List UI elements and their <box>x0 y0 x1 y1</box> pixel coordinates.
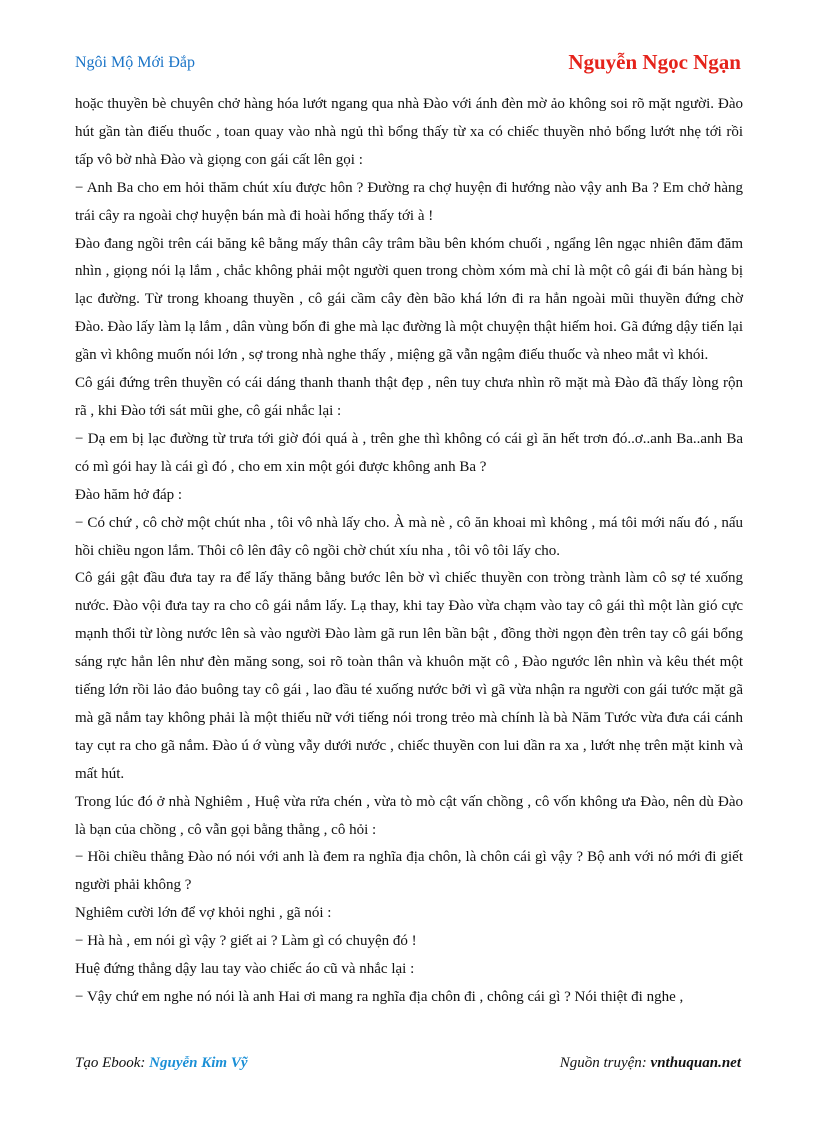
ebook-author: Nguyễn Kim Vỹ <box>149 1055 248 1071</box>
source-separator: : <box>641 1055 651 1071</box>
paragraph: − Anh Ba cho em hỏi thăm chút xíu được hôn ? Đường ra chợ huyện đi hướng nào vậy anh Ba ? Em chở hàng trái cây ra ngoài chợ huyện bán mà đi hoài hổng thấy tới à ! <box>75 179 743 224</box>
ebook-credit <box>75 1055 248 1072</box>
paragraph: hoặc thuyền bè chuyên chở hàng hóa lướt ngang qua nhà Đào với ánh đèn mờ ảo không soi rõ mặt người. Đào hút gần tàn điếu thuốc , toan quay vào nhà ngủ thì bổng thấy từ xa có chiếc thuyền nhỏ bổng lướt nhẹ tới rồi tấp vô bờ nhà Đào và giọng con gái cất lên gọi : <box>75 96 743 168</box>
paragraph: − Có chứ , cô chờ một chút nha , tôi vô nhà lấy cho. À mà nè , cô ăn khoai mì không , má tôi mới nấu đó , nấu hồi chiều ngon lắm. Thôi cô lên đây cô ngồi chờ chút xíu nha , tôi vô tôi lấy cho. <box>75 514 743 559</box>
source-label: Nguồn truyện <box>559 1055 642 1071</box>
paragraph: Đào hăm hở đáp : <box>75 486 183 503</box>
paragraph: Nghiêm cười lớn để vợ khỏi nghi , gã nói : <box>75 905 332 922</box>
book-title: Ngôi Mộ Mới Đắp <box>75 54 196 71</box>
page-header <box>75 50 741 78</box>
author-name: Nguyễn Ngọc Ngạn <box>568 50 741 74</box>
paragraph: Huệ đứng thẳng dậy lau tay vào chiếc áo cũ và nhắc lại : <box>75 961 415 978</box>
paragraph: Cô gái gật đầu đưa tay ra để lấy thăng bằng bước lên bờ vì chiếc thuyền con tròng trành làm cô sợ té xuống nước. Đào vội đưa tay ra cho cô gái nắm lấy. Lạ thay, khi tay Đào vừa chạm vào tay cô gái thì một làn gió cực mạnh thổi từ lòng nước lên sà vào người Đào làm gã run lên bần bật , đồng thời ngọn đèn trên tay cô gái bổng sáng rực hẳn lên như đèn măng song, soi rõ toàn thân và khuôn mặt cô , Đào ngước lên nhìn và kêu thét một tiếng lớn rồi lảo đảo buông tay cô gái , lao đầu té xuống nước bởi vì gã vừa nhận ra người con gái tước mặt gã mà gã nắm tay không phải là một thiếu nữ với tiếng nói trong trẻo mà chính là bà Năm Tước vừa đưa cái cánh tay cụt ra cho gã nắm. Đào ú ớ vùng vẫy dưới nước , chiếc thuyền con lui dần ra xa , lướt nhẹ trên mặt kinh và mất hút. <box>75 570 743 782</box>
paragraph: Đào đang ngồi trên cái băng kê bằng mấy thân cây trâm bầu bên khóm chuối , ngẩng lên ngạc nhiên đăm đăm nhìn , giọng nói lạ lắm , chắc không phải một người quen trong chòm xóm mà chỉ là một cô gái đi bán hàng bị lạc đường. Từ trong khoang thuyền , cô gái cầm cây đèn bão khá lớn đi ra hẳn ngoài mũi thuyền đứng chờ Đào. Đào lấy làm lạ lắm , dân vùng bốn đi ghe mà lạc đường là một chuyện thật hiếm hoi. Gã đứng dậy tiến lại gần vì không muốn nói lớn , sợ trong nhà nghe thấy , miệng gã vẫn ngậm điếu thuốc và nheo mắt vì khói. <box>75 235 743 364</box>
ebook-separator: : <box>140 1055 150 1071</box>
paragraph: − Hà hà , em nói gì vậy ? giết ai ? Làm gì có chuyện đó ! <box>75 933 417 950</box>
paragraph: Cô gái đứng trên thuyền có cái dáng thanh thanh thật đẹp , nên tuy chưa nhìn rõ mặt mà Đào đã thấy lòng rộn rã , khi Đào tới sát mũi ghe, cô gái nhắc lại : <box>75 375 743 419</box>
paragraph: Trong lúc đó ở nhà Nghiêm , Huệ vừa rửa chén , vừa tò mò cật vấn chồng , cô vốn không ưa Đào, nên dù Đào là bạn của chồng , cô vẫn gọi bằng thằng , cô hỏi : <box>75 793 743 838</box>
ebook-label: Tạo Ebook <box>75 1055 141 1071</box>
paragraph: − Dạ em bị lạc đường từ trưa tới giờ đói quá à , trên ghe thì không có cái gì ăn hết trơn đó..ơ..anh Ba..anh Ba có mì gói hay là cái gì đó , cho em xin một gói được không anh Ba ? <box>75 430 743 475</box>
source-credit <box>560 1055 741 1072</box>
paragraph: − Hồi chiều thằng Đào nó nói với anh là đem ra nghĩa địa chôn, là chôn cái gì vậy ? Bộ anh với nó mới đi giết người phải không ? <box>75 849 743 894</box>
story-body <box>75 91 743 1012</box>
paragraph: − Vậy chứ em nghe nó nói là anh Hai ơi mang ra nghĩa địa chôn đi , chông cái gì ? Nói thiệt đi nghe , <box>75 989 684 1005</box>
source-site: vnthuquan.net <box>650 1055 741 1071</box>
